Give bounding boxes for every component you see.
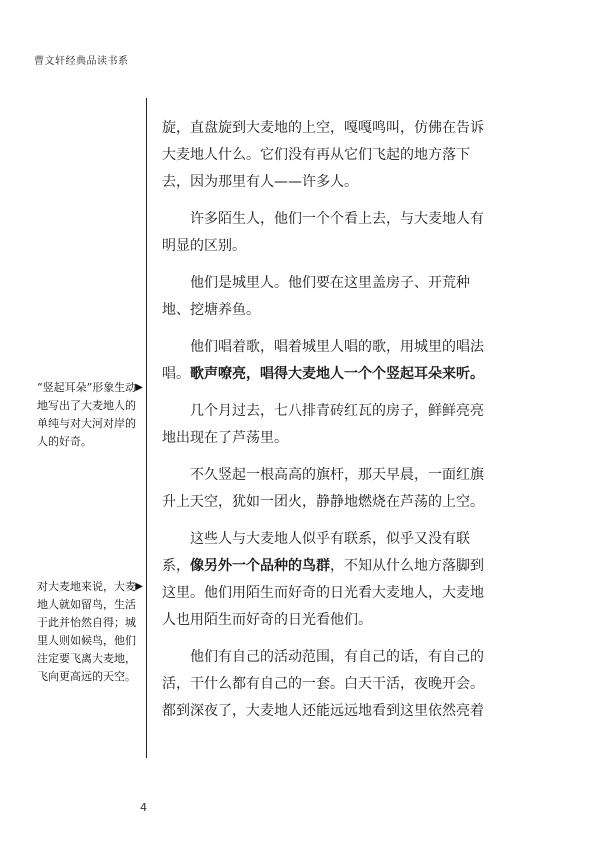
paragraph-5: 几个月过去，七八排青砖红瓦的房子，鲜鲜亮亮地出现在了芦荡里。 — [162, 403, 484, 446]
paragraph-7 — [162, 526, 492, 634]
margin-note-1-text: “竖起耳朵”形象生动地写出了大麦地人的单纯与对大河对岸的人的好奇。 — [37, 381, 137, 448]
highlighted-sentence-1: 歌声嘹亮，唱得大麦地人一个个竖起耳朵来听。 — [190, 366, 484, 382]
pointer-arrow-icon: ▶ — [135, 581, 143, 592]
margin-note-1 — [37, 379, 141, 451]
highlighted-sentence-2: 像另外一个品种的鸟群 — [190, 558, 330, 574]
paragraph-1: 旋，直盘旋到大麦地的上空，嘎嘎鸣叫，仿佛在告诉大麦地人什么。它们没有再从它们飞起的地方落下去，因为那里有人——许多人。 — [162, 120, 484, 190]
margin-note-2-text: 对大麦地来说，大麦地人就如留鸟，生活于此并怡然自得；城里人则如候鸟，他们注定要飞离大麦地，飞向更高远的天空。 — [37, 580, 136, 683]
main-text-column — [162, 115, 492, 735]
paragraph-4 — [162, 334, 492, 388]
pointer-arrow-icon: ▶ — [135, 382, 143, 393]
paragraph-2: 许多陌生人，他们一个个看上去，与大麦地人有明显的区别。 — [162, 211, 484, 254]
paragraph-7-text-a: 这些人与大麦地人似乎有联系，似乎又没有联系， — [162, 531, 470, 574]
paragraph-6: 不久竖起一根高高的旗杆，那天早晨，一面红旗升上天空，犹如一团火，静静地燃烧在芦荡的上空。 — [162, 467, 484, 510]
paragraph-3: 他们是城里人。他们要在这里盖房子、开荒种地、挖塘养鱼。 — [162, 275, 470, 318]
margin-note-2 — [37, 578, 141, 686]
margin-divider-line — [146, 98, 147, 758]
page-number: 4 — [140, 801, 147, 814]
paragraph-8: 他们有自己的活动范围，有自己的话，有自己的活，干什么都有自己的一套。白天干活，夜晚开会。都到深夜了，大麦地人还能远远地看到这里依然亮着 — [162, 649, 484, 719]
paragraph-7-text-c: ，不知从什么地方落脚到这里。他们用陌生而好奇的日光看大麦地人，大麦地人也用陌生而好奇的日光看他们。 — [162, 558, 484, 628]
series-title-header: 曹文轩经典品读书系 — [34, 56, 129, 67]
paragraph-4-text: 他们唱着歌，唱着城里人唱的歌，用城里的唱法唱。 — [162, 339, 484, 382]
